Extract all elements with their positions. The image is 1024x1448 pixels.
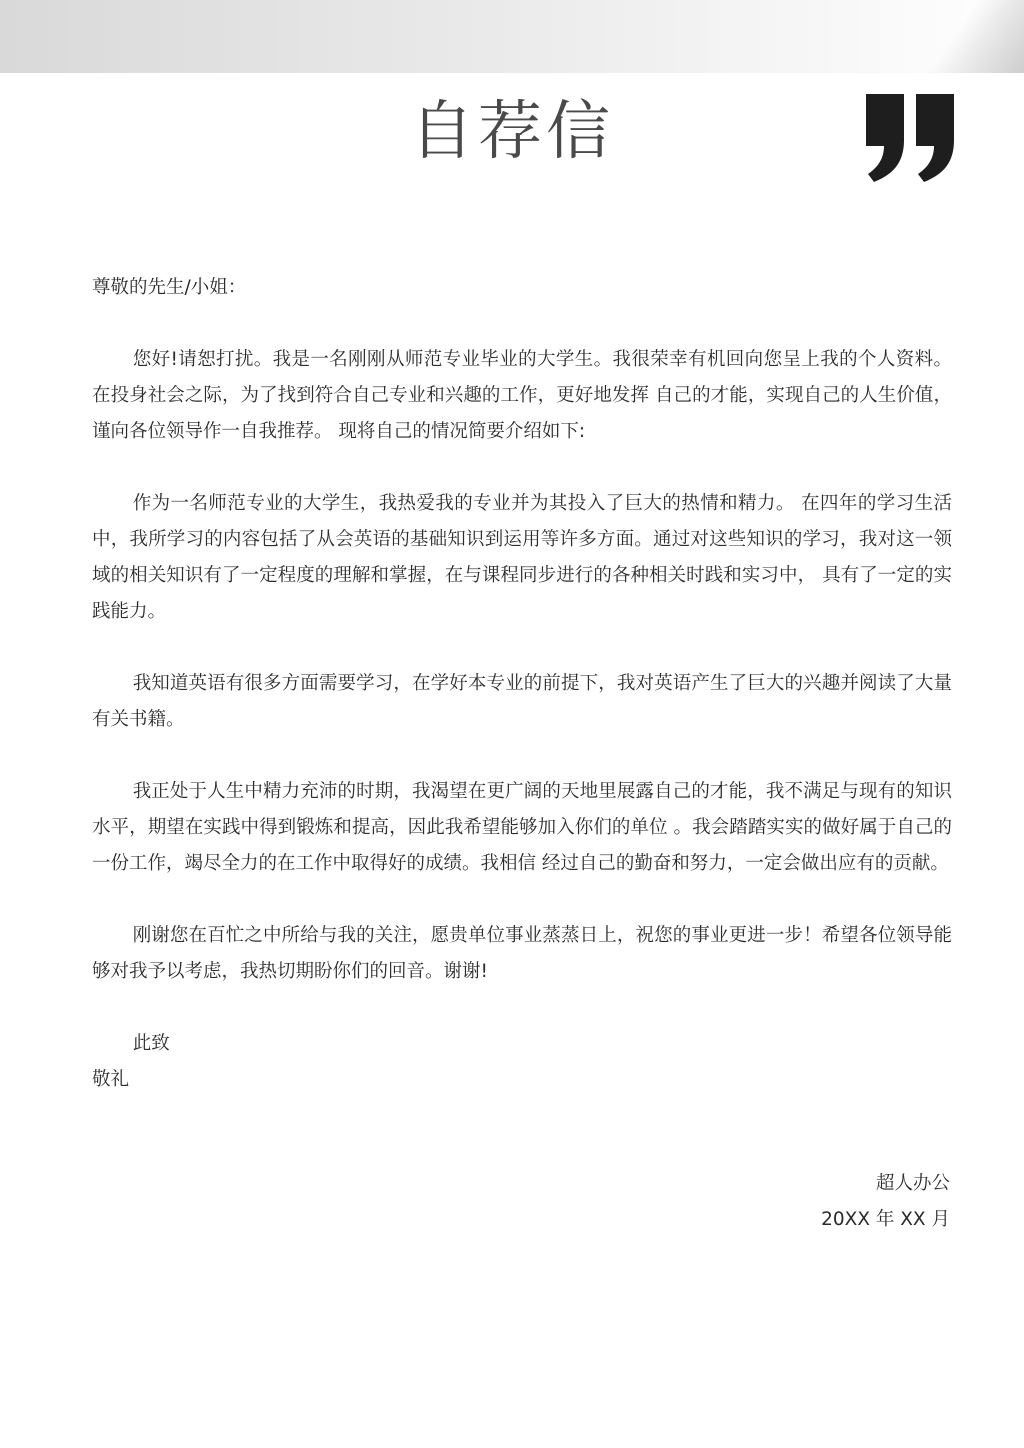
- signature: 超人办公: [875, 1173, 950, 1194]
- letter-body: [92, 270, 952, 1098]
- closing-line-1: 此致: [132, 1033, 170, 1054]
- date: 20XX 年 XX 月: [821, 1209, 950, 1230]
- closing-line-2: 敬礼: [92, 1069, 130, 1090]
- paragraph-5: 刚谢您在百忙之中所给与我的关注，愿贵单位事业蒸蒸日上，祝您的事业更进一步！希望各位领导能够对我予以考虑，我热切期盼你们的回音。谢谢!: [92, 925, 952, 982]
- header-band: [0, 0, 1024, 73]
- page-title: 自荐信: [410, 95, 614, 169]
- paragraph-4: 我正处于人生中精力充沛的时期，我渴望在更广阔的天地里展露自己的才能，我不满足与现有的知识水平，期望在实践中得到锻炼和提高，因此我希望能够加入你们的单位 。我会踏踏实实的做好属于自己的一份工作，竭尽全力的在工作中取得好的成绩。我相信 经过自己的勤奋和努力，一定会做出应有的贡献。: [92, 781, 952, 874]
- paragraph-1: 您好!请恕打扰。我是一名刚刚从师范专业毕业的大学生。我很荣幸有机回向您呈上我的个人资料。在投身社会之际，为了找到符合自己专业和兴趣的工作，更好地发挥 自己的才能，实现自己的人生价值，谨向各位领导作一自我推荐。 现将自己的情况简要介绍如下:: [92, 349, 952, 442]
- paragraph-3: 我知道英语有很多方面需要学习，在学好本专业的前提下，我对英语产生了巨大的兴趣并阅读了大量有关书籍。: [92, 673, 952, 730]
- closing-quote-mark-icon: [864, 94, 956, 184]
- salutation: 尊敬的先生/小姐：: [92, 277, 247, 298]
- paragraph-2: 作为一名师范专业的大学生，我热爱我的专业并为其投入了巨大的热情和精力。 在四年的学习生活中，我所学习的内容包括了从会英语的基础知识到运用等许多方面。通过对这些知识的学习，我对这一领域的相关知识有了一定程度的理解和掌握，在与课程同步进行的各种相关时践和实习中， 具有了一定的实践能力。: [92, 493, 952, 622]
- header-band-swoosh: [914, 0, 1024, 73]
- signature-block: [821, 1166, 950, 1238]
